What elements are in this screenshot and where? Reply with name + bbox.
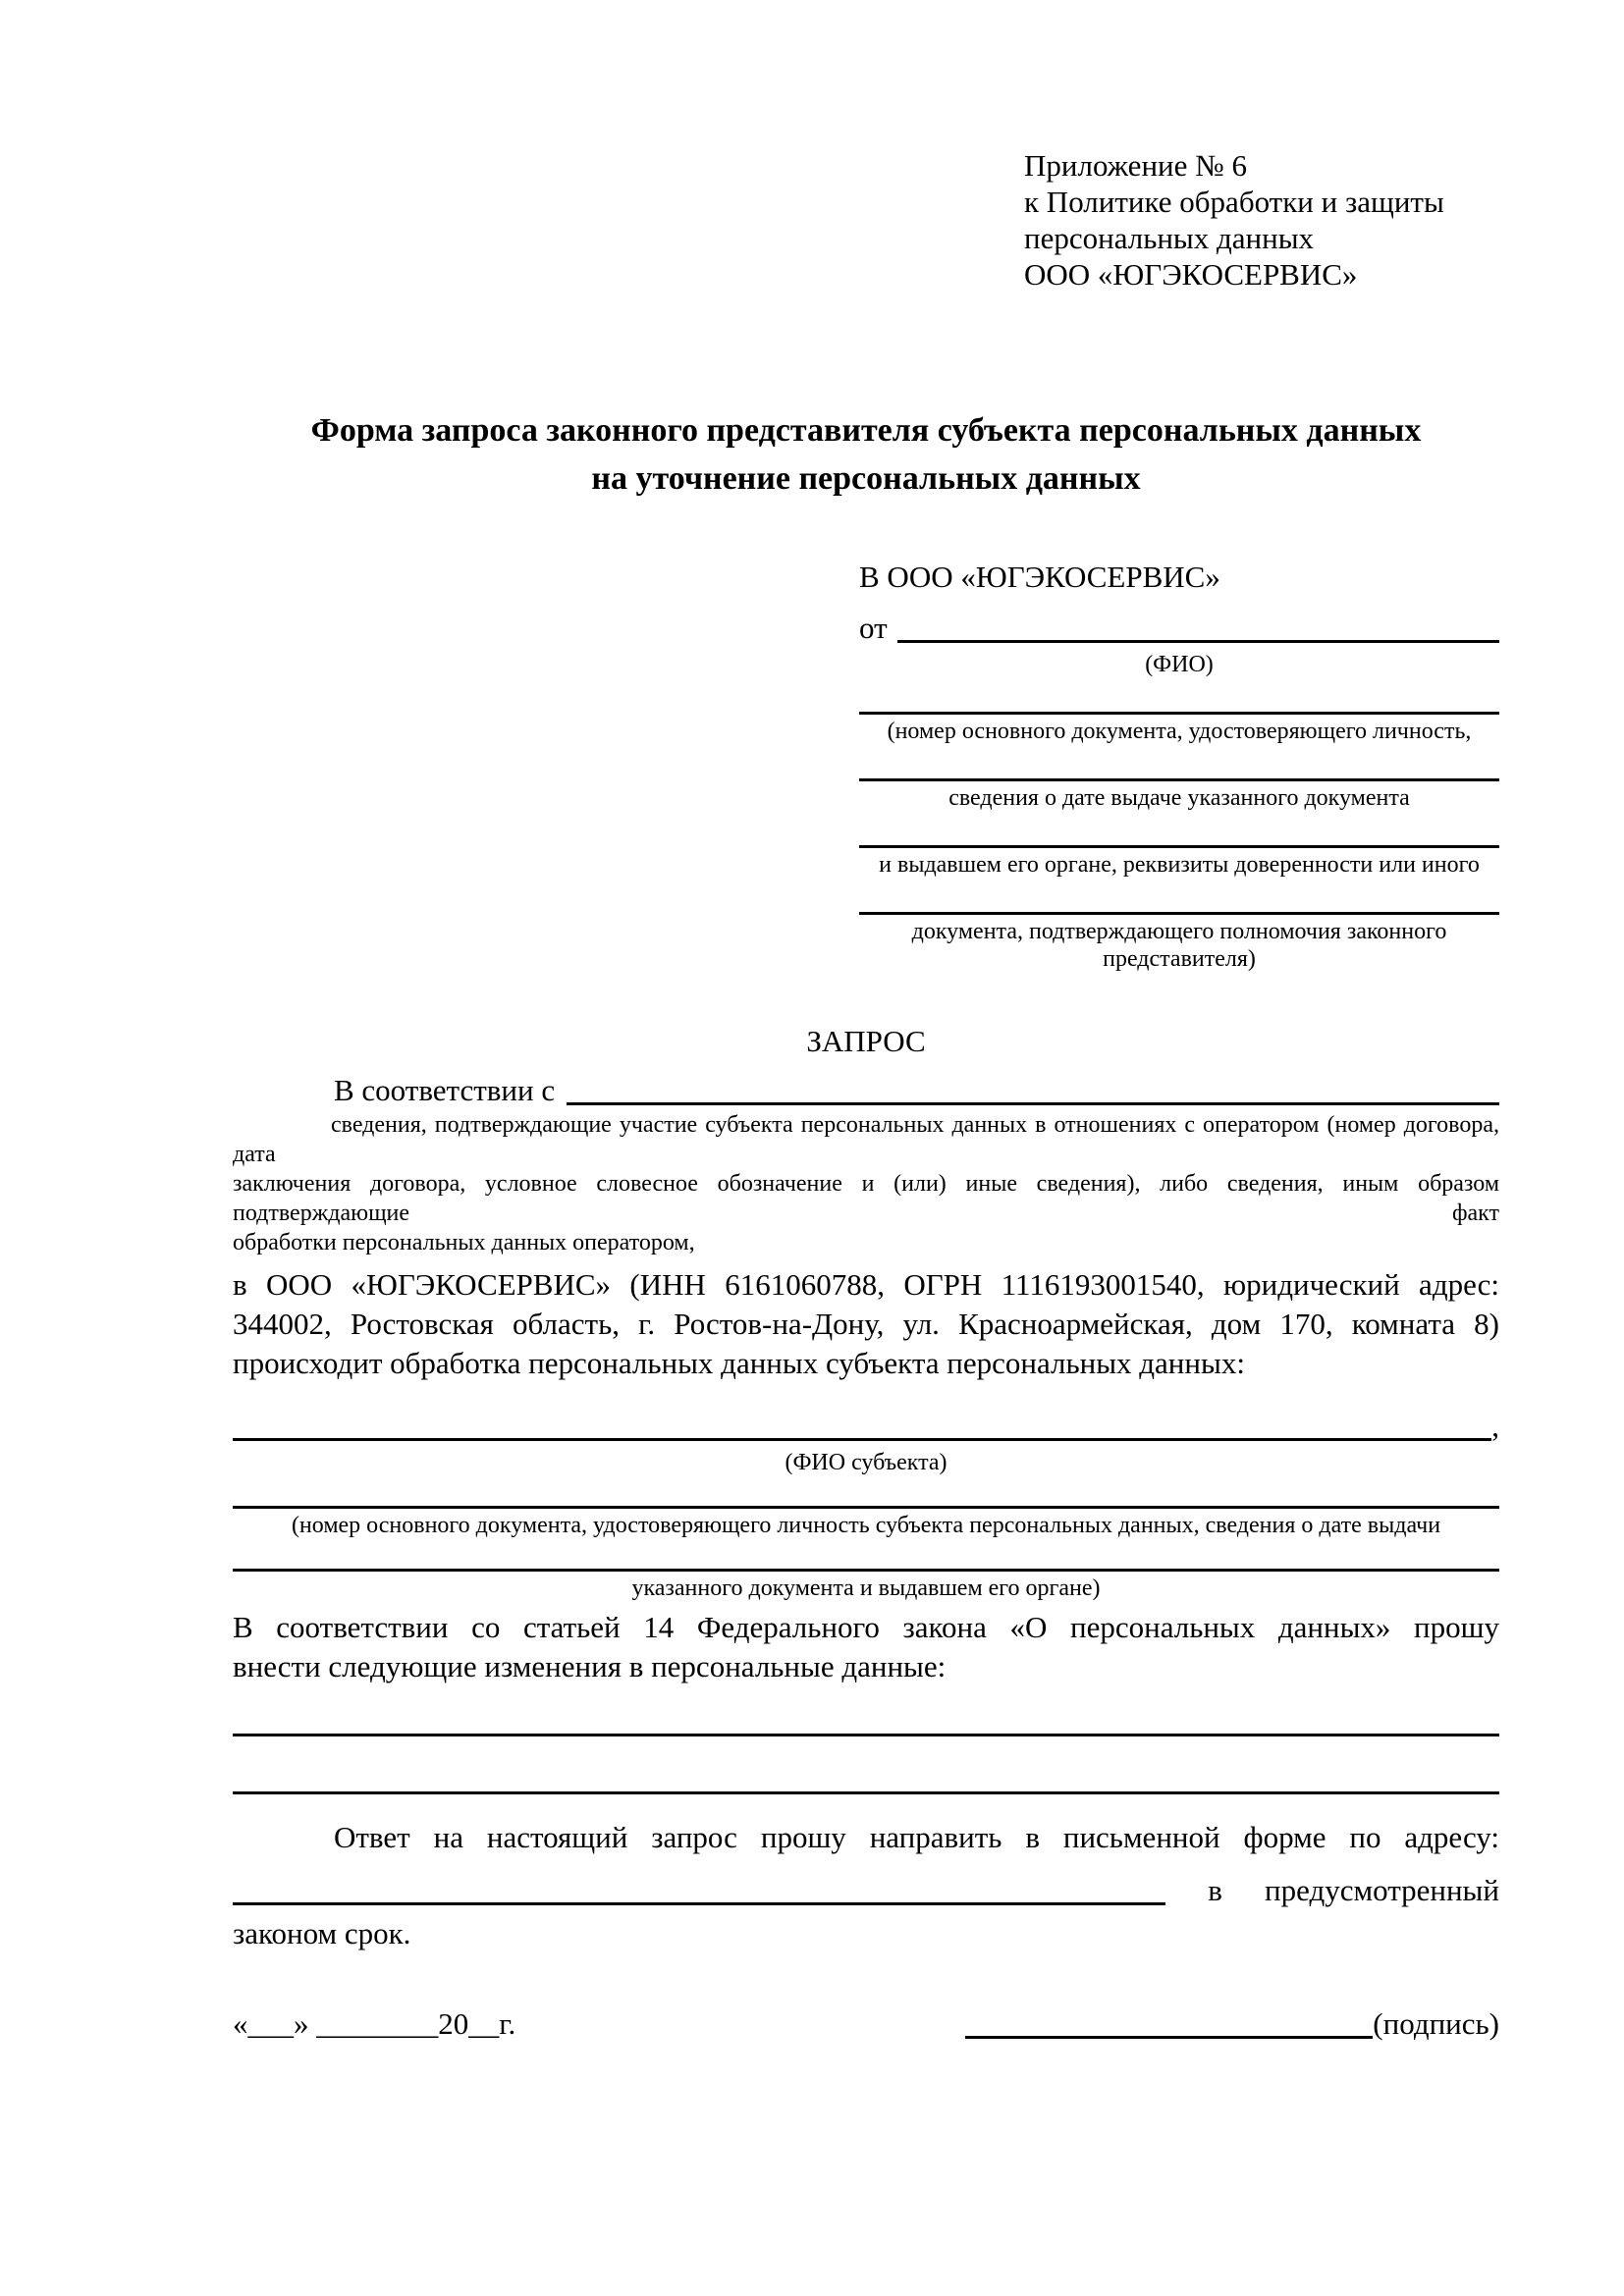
field-caption: и выдавшем его органе, реквизиты доверенности или иного	[879, 852, 1480, 878]
addressee-block	[859, 558, 1499, 973]
law-line: В соответствии со статьей 14 Федерального закона «О персональных данных» прошу	[233, 1610, 1499, 1644]
blank-line	[859, 845, 1499, 848]
field-caption: (номер основного документа, удостоверяющего личность,	[887, 719, 1472, 744]
signature-blank-line	[965, 2036, 1373, 2039]
representative-doc-field	[859, 778, 1499, 812]
address-blank-line	[233, 1902, 1165, 1905]
changes-blank-line	[233, 1734, 1499, 1736]
law-line: внести следующие изменения в персональные данные:	[233, 1649, 947, 1683]
document-title	[233, 406, 1499, 503]
operator-paragraph	[233, 1265, 1499, 1383]
title-line-2: на уточнение персональных данных	[591, 460, 1141, 497]
from-line	[859, 609, 1499, 648]
law-paragraph	[233, 1608, 1499, 1686]
footnote-line: заключения договора, условное словесное обозначение и (или) иные сведения), либо сведения, иным образом подтверждающие факт	[233, 1171, 1499, 1226]
signature-row	[233, 2004, 1499, 2044]
signature-field	[965, 2004, 1499, 2044]
basis-line	[233, 1071, 1499, 1110]
changes-blank-line	[233, 1791, 1499, 1794]
answer-tail-line: законом срок.	[233, 1916, 411, 1950]
field-caption: (номер основного документа, удостоверяющего личность субъекта персональных данных, сведения о дате выдачи	[291, 1513, 1441, 1538]
answer-address-line: Ответ на настоящий запрос прошу направить в письменной форме по адресу:	[334, 1820, 1499, 1854]
subject-fio-caption: (ФИО субъекта)	[785, 1450, 947, 1475]
from-blank-line	[897, 609, 1499, 643]
appendix-line: ООО «ЮГЭКОСЕРВИС»	[1024, 257, 1358, 292]
appendix-line: к Политике обработки и защиты	[1024, 185, 1444, 219]
date-blank-line: «___» ________20__г.	[233, 2006, 516, 2041]
footnote-line: сведения, подтверждающие участие субъекта персональных данных в отношениях с оператором (номер договора, дата	[233, 1112, 1499, 1167]
from-label: от	[859, 611, 888, 645]
field-caption: сведения о дате выдаче указанного документа	[948, 785, 1410, 811]
representative-doc-field	[859, 912, 1499, 973]
answer-word: в	[1208, 1873, 1222, 1907]
representative-doc-field	[859, 712, 1499, 745]
blank-line	[233, 1506, 1499, 1509]
field-caption: документа, подтверждающего полномочия законного представителя)	[911, 919, 1447, 972]
blank-line	[859, 712, 1499, 715]
addressee-company: В ООО «ЮГЭКОСЕРВИС»	[859, 560, 1220, 594]
operator-line: 344002, Ростовская область, г. Ростов-на-Дону, ул. Красноармейская, дом 170, комната 8)	[233, 1307, 1499, 1341]
request-heading: ЗАПРОС	[806, 1024, 926, 1058]
subject-doc-field	[233, 1569, 1499, 1602]
title-line-1: Форма запроса законного представителя субъекта персональных данных	[310, 412, 1422, 449]
answer-address-blank-row	[233, 1871, 1499, 1910]
subject-doc-field	[233, 1506, 1499, 1539]
operator-line: в ООО «ЮГЭКОСЕРВИС» (ИНН 6161060788, ОГРН 1116193001540, юридический адрес:	[233, 1267, 1499, 1302]
representative-doc-field	[859, 845, 1499, 879]
basis-blank-line	[567, 1071, 1499, 1105]
appendix-line: персональных данных	[1024, 221, 1315, 255]
blank-line	[859, 778, 1499, 781]
signature-caption: (подпись)	[1373, 2006, 1499, 2041]
field-caption: указанного документа и выдавшем его органе)	[631, 1575, 1101, 1601]
operator-line: происходит обработка персональных данных субъекта персональных данных:	[233, 1346, 1245, 1380]
footnote-line: обработки персональных данных оператором,	[233, 1230, 695, 1255]
fio-caption: (ФИО)	[1145, 652, 1214, 677]
blank-line	[233, 1569, 1499, 1572]
subject-fio-blank-line	[233, 1407, 1491, 1441]
appendix-line: Приложение № 6	[1024, 148, 1247, 183]
blank-line	[859, 912, 1499, 915]
subject-line-comma: ,	[1491, 1409, 1499, 1443]
basis-prefix: В соответствии с	[334, 1073, 556, 1107]
subject-fio-line	[233, 1407, 1499, 1446]
answer-word: предусмотренный	[1265, 1873, 1499, 1907]
appendix-block	[1024, 147, 1499, 293]
